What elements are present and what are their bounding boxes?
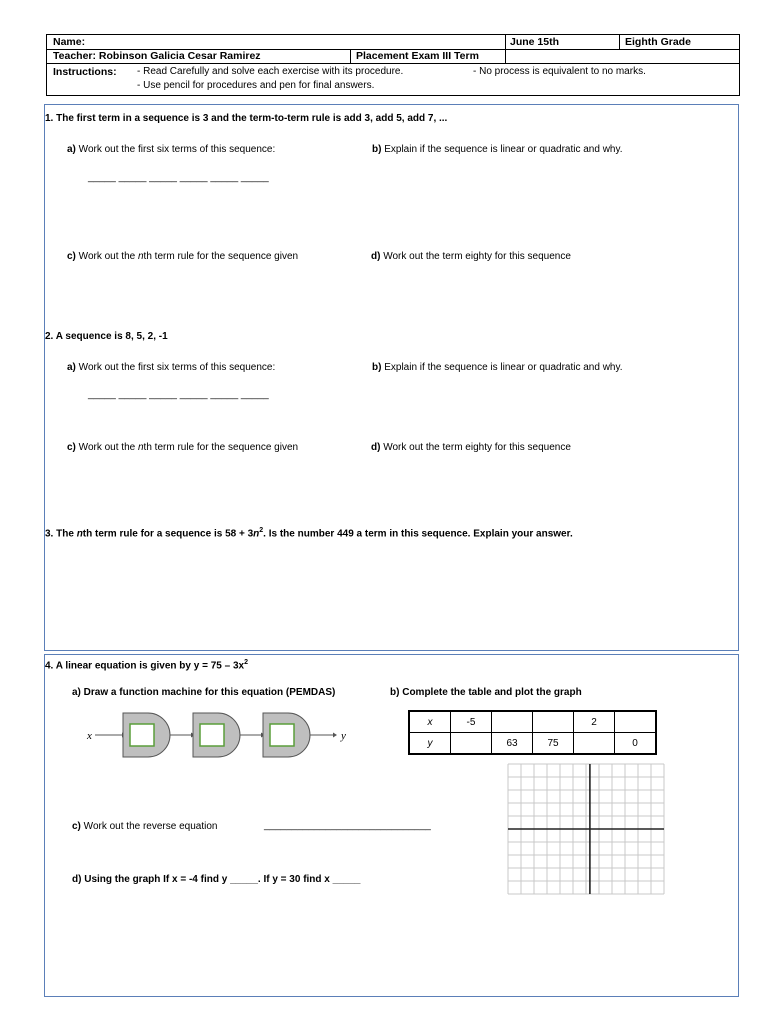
- question-4a-label: a): [72, 687, 81, 698]
- function-machine-slot-2[interactable]: [200, 724, 224, 746]
- question-4-title: [45, 659, 248, 671]
- question-2a-text: Work out the first six terms of this sequence:: [75, 362, 276, 373]
- xy-table-x-cell[interactable]: [615, 711, 657, 733]
- xy-table-row-y: [409, 733, 656, 755]
- xy-table-y-cell[interactable]: 0: [615, 733, 657, 755]
- question-2d-label: d): [371, 442, 381, 453]
- question-3-suffix: . Is the number 449 a term in this sequence. Explain your answer.: [263, 528, 573, 540]
- question-2d: [371, 442, 571, 453]
- header-table: [46, 34, 740, 96]
- question-2c: [67, 442, 298, 453]
- question-2b: [372, 362, 623, 373]
- xy-table-row-x: [409, 711, 656, 733]
- xy-table-y-cell[interactable]: 75: [533, 733, 574, 755]
- header-row-divider: [47, 63, 739, 64]
- question-2d-text: Work out the term eighty for this sequence: [380, 442, 571, 453]
- question-3-title: [45, 527, 573, 539]
- question-4b-text: Complete the table and plot the graph: [399, 687, 582, 698]
- teacher-label: Teacher: Robinson Galicia Cesar Ramirez: [53, 50, 261, 62]
- question-4d-text: Using the graph If x = -4 find y _____. If y = 30 find x _____: [81, 874, 361, 885]
- question-1b-label: b): [372, 144, 382, 155]
- xy-table-x-header: x: [409, 711, 451, 733]
- instructions-label: Instructions:: [53, 66, 117, 78]
- questions-1-3-box: [44, 104, 739, 651]
- xy-table-x-cell[interactable]: [492, 711, 533, 733]
- question-1a-answer-blanks[interactable]: _____ _____ _____ _____ _____ _____: [88, 172, 269, 183]
- question-3-prefix: 3. The: [45, 528, 77, 540]
- xy-table-y-cell[interactable]: 63: [492, 733, 533, 755]
- coordinate-grid[interactable]: [506, 762, 666, 896]
- function-machine-box-1: [123, 713, 170, 757]
- question-2b-label: b): [372, 362, 382, 373]
- question-4b: [390, 687, 582, 698]
- question-1c-text: Work out the: [75, 251, 138, 262]
- xy-table-y-cell[interactable]: [451, 733, 492, 755]
- name-label: Name:: [53, 36, 86, 48]
- exam-title: Placement Exam III Term: [356, 50, 479, 62]
- question-1d-label: d): [371, 251, 381, 262]
- question-4a-text: Draw a function machine for this equation (PEMDAS): [80, 687, 336, 698]
- question-2c-n: n: [137, 442, 144, 453]
- question-4c: [72, 821, 217, 832]
- xy-value-table: [408, 710, 657, 755]
- instruction-1: - Read Carefully and solve each exercise with its procedure.: [137, 66, 404, 77]
- question-2-title: 2. A sequence is 8, 5, 2, -1: [45, 331, 168, 342]
- question-4b-label: b): [390, 687, 400, 698]
- function-machine-slot-3[interactable]: [270, 724, 294, 746]
- question-1d: [371, 251, 571, 262]
- question-2a-answer-blanks[interactable]: _____ _____ _____ _____ _____ _____: [88, 389, 269, 400]
- question-2c-text: Work out the: [75, 442, 138, 453]
- question-4-title-text: 4. A linear equation is given by y = 75 – 3x: [45, 660, 245, 672]
- question-3-mid: th term rule for a sequence is 58 + 3: [82, 528, 254, 540]
- xy-table-x-cell[interactable]: -5: [451, 711, 492, 733]
- question-4d-label: d): [72, 874, 82, 885]
- question-4-title-sup: 2: [244, 659, 248, 666]
- question-2c-text-2: th term rule for the sequence given: [143, 442, 299, 453]
- function-machine-diagram: [82, 708, 362, 760]
- xy-table-y-cell[interactable]: [574, 733, 615, 755]
- question-3-n2: n: [253, 528, 260, 540]
- grade-label: Eighth Grade: [625, 36, 691, 48]
- question-2a: [67, 362, 275, 373]
- question-1a: [67, 144, 275, 155]
- header-col-divider: [619, 35, 620, 49]
- function-machine-slot-1[interactable]: [130, 724, 154, 746]
- function-machine-input-label: x: [87, 730, 92, 742]
- question-3-n: n: [76, 528, 83, 540]
- question-2b-text: Explain if the sequence is linear or quadratic and why.: [381, 362, 623, 373]
- question-1a-label: a): [67, 144, 76, 155]
- question-1b: [372, 144, 623, 155]
- question-1a-text: Work out the first six terms of this sequence:: [75, 144, 276, 155]
- question-1c-n: n: [137, 251, 144, 262]
- question-4c-answer-blank[interactable]: ______________________________: [264, 820, 431, 831]
- function-machine-box-2: [193, 713, 240, 757]
- header-col-divider: [505, 35, 506, 49]
- header-col-divider: [505, 49, 506, 63]
- question-1c-label: c): [67, 251, 76, 262]
- question-1b-text: Explain if the sequence is linear or quadratic and why.: [381, 144, 623, 155]
- question-4c-text: Work out the reverse equation: [80, 821, 218, 832]
- question-3-sup: 2: [259, 527, 264, 534]
- xy-table-y-header: y: [409, 733, 451, 755]
- xy-table-x-cell[interactable]: [533, 711, 574, 733]
- question-2c-label: c): [67, 442, 76, 453]
- xy-table-x-cell[interactable]: 2: [574, 711, 615, 733]
- question-1c: [67, 251, 298, 262]
- instruction-2: - No process is equivalent to no marks.: [473, 66, 646, 77]
- exam-date: June 15th: [510, 36, 560, 48]
- question-4c-label: c): [72, 821, 81, 832]
- question-1c-text-2: th term rule for the sequence given: [143, 251, 299, 262]
- function-machine-arrowhead: [333, 733, 337, 738]
- function-machine-box-3: [263, 713, 310, 757]
- question-4d: [72, 874, 360, 885]
- question-4a: [72, 687, 335, 698]
- function-machine-output-label: y: [341, 730, 346, 742]
- question-1d-text: Work out the term eighty for this sequence: [380, 251, 571, 262]
- header-col-divider: [350, 49, 351, 63]
- instruction-3: - Use pencil for procedures and pen for final answers.: [137, 80, 375, 91]
- question-2a-label: a): [67, 362, 76, 373]
- question-1-title: 1. The first term in a sequence is 3 and the term-to-term rule is add 3, add 5, add 7, ...: [45, 113, 448, 124]
